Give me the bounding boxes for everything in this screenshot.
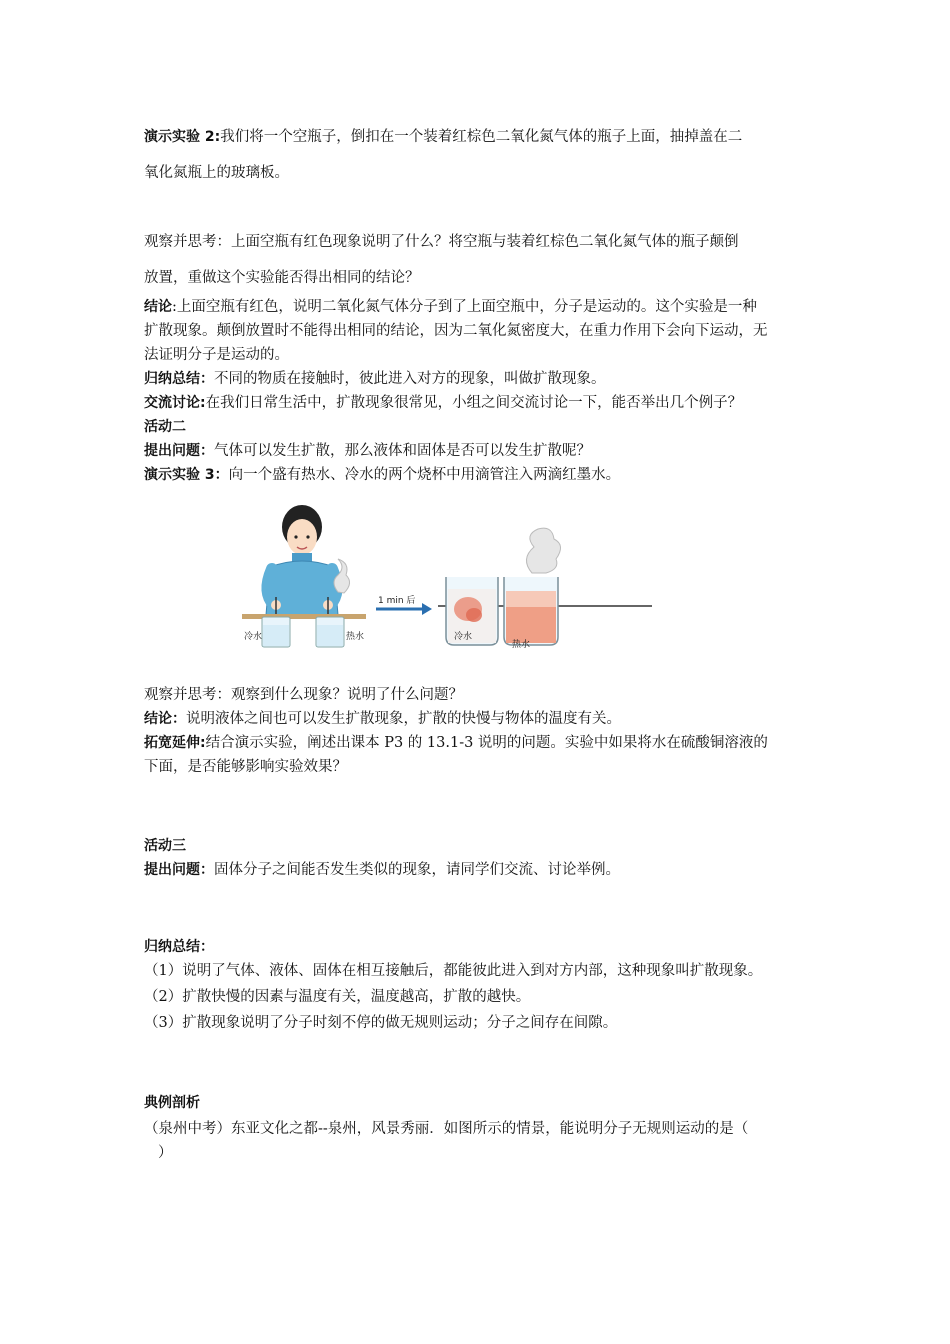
summary2-title-line — [144, 935, 810, 959]
example-text1: （泉州中考）东亚文化之都--泉州，风景秀丽．如图所示的情景，能说明分子无规则运动的是（ — [144, 1121, 749, 1137]
summary2-item-1 — [144, 959, 810, 983]
question2-line — [144, 439, 810, 463]
conclusion2-label: 结论： — [144, 711, 186, 727]
demo3-line — [144, 463, 810, 487]
beaker-hot-right — [504, 577, 558, 645]
summary2-item-text: （1）说明了气体、液体、固体在相互接触后，都能彼此进入到对方内部，这种现象叫扩散现象。 — [144, 963, 763, 979]
demo2-label: 演示实验 2: — [144, 129, 221, 145]
extend-text1: 结合演示实验，阐述出课本 P3 的 13.1-3 说明的问题。实验中如果将水在硫酸铜溶液的 — [205, 735, 768, 751]
label-cold-right: 冷水 — [454, 632, 473, 642]
demo3-text: 向一个盛有热水、冷水的两个烧杯中用滴管注入两滴红墨水。 — [228, 467, 621, 483]
observe2-text: 观察并思考：观察到什么现象？说明了什么问题？ — [144, 687, 463, 703]
question2-label: 提出问题： — [144, 443, 214, 459]
label-hot-right: 热水 — [512, 640, 531, 650]
observe1-text1: 观察并思考：上面空瓶有红色现象说明了什么？将空瓶与装着红棕色二氧化氮气体的瓶子颠倒 — [144, 234, 739, 250]
arrow-icon — [422, 603, 432, 615]
demo3-label: 演示实验 3： — [144, 467, 229, 483]
observe1-line1 — [144, 230, 810, 254]
discuss-label: 交流讨论: — [144, 395, 206, 411]
steam-left — [334, 559, 350, 593]
diffusion-experiment-figure — [242, 497, 652, 655]
conclusion1-text2: 扩散现象。颠倒放置时不能得出相同的结论，因为二氧化氮密度大，在重力作用下会向下运动，无 — [144, 323, 768, 339]
example-line1 — [144, 1117, 810, 1141]
question3-line — [144, 858, 810, 882]
conclusion2-text: 说明液体之间也可以发生扩散现象，扩散的快慢与物体的温度有关。 — [186, 711, 621, 727]
extend-line1 — [144, 731, 810, 755]
summary2-item-2 — [144, 985, 810, 1009]
discuss-text: 在我们日常生活中，扩散现象很常见，小组之间交流讨论一下，能否举出几个例子？ — [205, 395, 743, 411]
diffusion-illustration — [242, 497, 652, 655]
conclusion1-line1 — [144, 295, 810, 319]
label-hot-left: 热水 — [346, 632, 365, 642]
summary1-line — [144, 367, 810, 391]
demo2-text1: 我们将一个空瓶子，倒扣在一个装着红棕色二氧化氮气体的瓶子上面，抽掉盖在二 — [220, 129, 743, 145]
activity2-title: 活动二 — [144, 419, 186, 435]
question3-text: 固体分子之间能否发生类似的现象，请同学们交流、讨论举例。 — [214, 862, 620, 878]
summary1-text: 不同的物质在接触时，彼此进入对方的现象，叫做扩散现象。 — [214, 371, 606, 387]
arrow-label: 1 min 后 — [378, 596, 416, 606]
discuss-line — [144, 391, 810, 415]
table-left — [242, 614, 366, 619]
activity3-title-line — [144, 834, 810, 858]
summary2-item-text: （3）扩散现象说明了分子时刻不停的做无规则运动；分子之间存在间隙。 — [144, 1015, 618, 1031]
example-text2: ） — [158, 1145, 173, 1161]
activity3-title: 活动三 — [144, 838, 186, 854]
summary1-label: 归纳总结： — [144, 371, 214, 387]
question2-text: 气体可以发生扩散，那么液体和固体是否可以发生扩散呢？ — [214, 443, 591, 459]
conclusion2-line — [144, 707, 810, 731]
example-title-line — [144, 1091, 810, 1115]
steam-right — [526, 528, 560, 573]
extend-line2 — [144, 755, 810, 779]
conclusion1-text1: :上面空瓶有红色，说明二氧化氮气体分子到了上面空瓶中，分子是运动的。这个实验是一种 — [172, 299, 757, 315]
demo2-line2 — [144, 161, 810, 185]
observe2-line — [144, 683, 810, 707]
example-title: 典例剖析 — [144, 1095, 200, 1111]
demo2-text2: 氧化氮瓶上的玻璃板。 — [144, 165, 289, 181]
example-line2 — [144, 1141, 824, 1165]
label-cold-left: 冷水 — [244, 632, 263, 642]
demo2-line1 — [144, 125, 810, 149]
summary2-item-text: （2）扩散快慢的因素与温度有关，温度越高，扩散的越快。 — [144, 989, 531, 1005]
extend-label: 拓宽延伸: — [144, 735, 206, 751]
observe1-text2: 放置，重做这个实验能否得出相同的结论？ — [144, 270, 420, 286]
conclusion1-line2 — [144, 319, 810, 343]
conclusion1-label: 结论 — [144, 299, 172, 315]
beaker-cold-left — [262, 617, 290, 647]
question3-label: 提出问题： — [144, 862, 214, 878]
conclusion1-text3: 法证明分子是运动的。 — [144, 347, 289, 363]
boy-illustration — [266, 505, 338, 625]
summary2-item-3 — [144, 1011, 810, 1035]
summary2-label: 归纳总结： — [144, 939, 214, 955]
beaker-hot-left — [316, 617, 344, 647]
extend-text2: 下面，是否能够影响实验效果？ — [144, 759, 347, 775]
observe1-line2 — [144, 266, 810, 290]
activity2-title-line — [144, 415, 810, 439]
conclusion1-line3 — [144, 343, 810, 367]
